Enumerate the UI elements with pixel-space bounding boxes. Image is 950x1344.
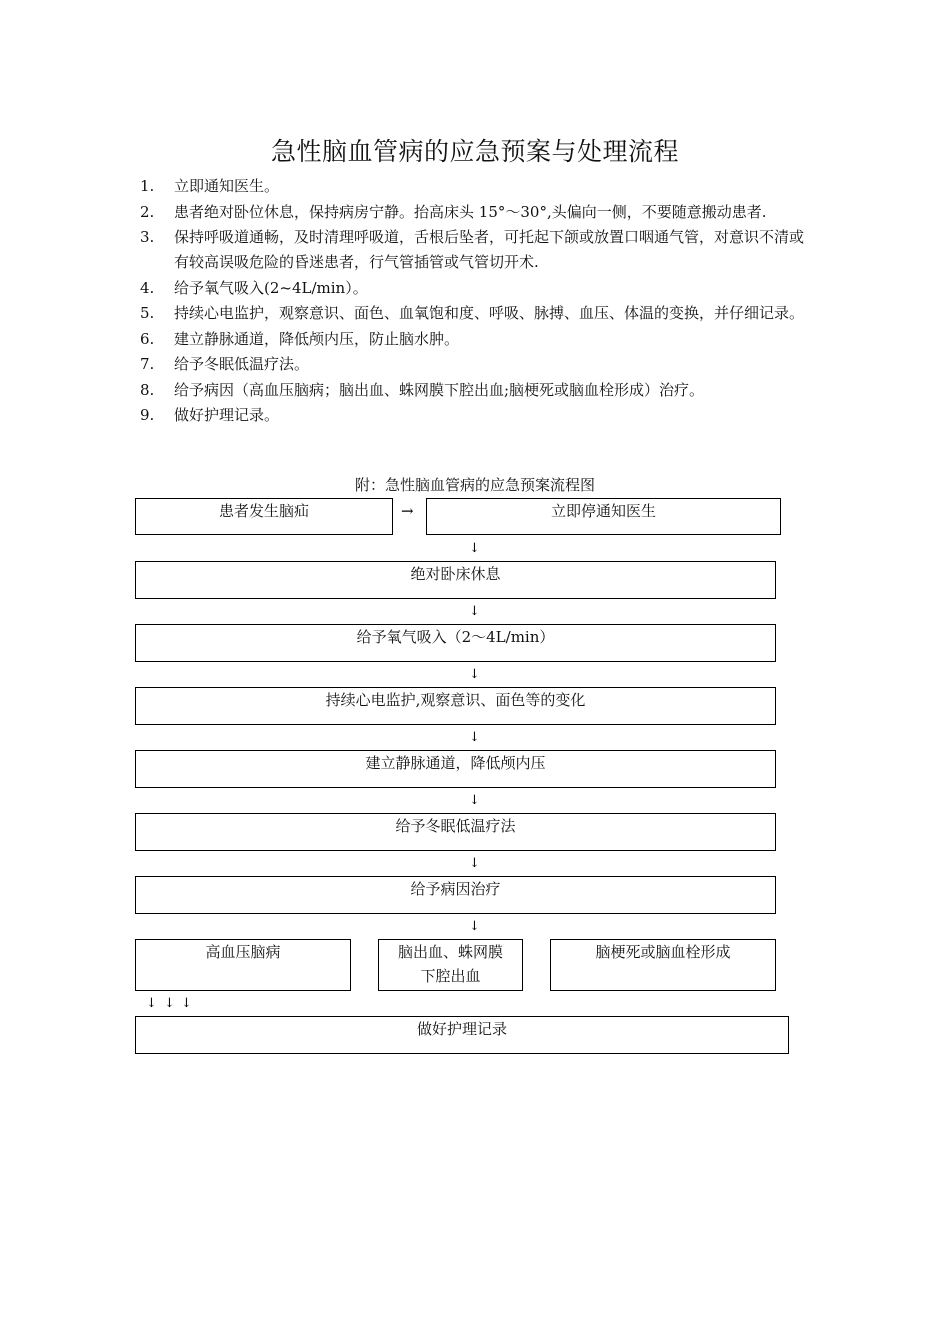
step-text: 保持呼吸道通畅，及时清理呼吸道，舌根后坠者，可托起下颌或放置口咽通气管，对意识不清或有较高误吸危险的昏迷患者，行气管插管或气管切开术. — [174, 228, 805, 271]
down-arrow-icon: ↓ — [469, 730, 480, 745]
step-item — [140, 378, 810, 403]
step-text: 给予氧气吸入(2~4L/min）。 — [174, 278, 368, 297]
flowchart-caption: 附：急性脑血管病的应急预案流程图 — [354, 476, 595, 494]
step-number: 7. — [140, 355, 155, 373]
down-arrow-icon: ↓ — [164, 996, 175, 1011]
step-text: 持续心电监护，观察意识、面色、血氧饱和度、呼吸、脉搏、血压、体温的变换，并仔细记录。 — [174, 304, 805, 322]
step-number: 8. — [140, 380, 155, 399]
step-item — [140, 301, 810, 326]
flow-box-label: 下腔出血 — [420, 967, 481, 985]
step-number: 2. — [140, 202, 155, 221]
flow-box-infarction — [550, 939, 776, 991]
step-item — [140, 276, 810, 301]
step-item — [140, 403, 810, 428]
flow-box-start — [135, 498, 393, 535]
flow-box-etiology — [135, 876, 776, 914]
flow-box-label: 给予病因治疗 — [410, 880, 501, 898]
step-text: 立即通知医生。 — [174, 177, 280, 195]
step-item — [140, 352, 810, 377]
down-arrow-icon: ↓ — [469, 856, 480, 871]
flow-box-label: 绝对卧床休息 — [410, 565, 501, 583]
step-text: 给予冬眠低温疗法。 — [174, 355, 310, 373]
procedure-steps — [140, 174, 810, 429]
flow-box-label: 脑梗死或脑血栓形成 — [595, 943, 731, 961]
flow-box-bed-rest — [135, 561, 776, 599]
page-title: 急性脑血管病的应急预案与处理流程 — [270, 137, 679, 166]
step-number: 3. — [140, 228, 155, 246]
flow-box-hypertension — [135, 939, 351, 991]
flow-box-label: 给予冬眠低温疗法 — [395, 817, 516, 835]
down-arrow-icon: ↓ — [469, 793, 480, 808]
step-item — [140, 174, 810, 199]
step-number: 4. — [140, 278, 155, 297]
flow-box-label: 高血压脑病 — [205, 943, 281, 961]
down-arrow-icon: ↓ — [181, 996, 192, 1011]
step-number: 6. — [140, 329, 155, 348]
step-number: 9. — [140, 406, 155, 424]
flow-box-label: 脑出血、蛛网膜 — [397, 943, 503, 961]
flow-box-label: 持续心电监护,观察意识、面色等的变化 — [325, 691, 586, 709]
step-number: 5. — [140, 304, 155, 322]
step-item — [140, 225, 810, 275]
down-arrow-icon: ↓ — [146, 996, 157, 1011]
flow-box-oxygen — [135, 624, 776, 662]
flow-box-label: 患者发生脑疝 — [218, 502, 309, 520]
down-arrow-icon: ↓ — [469, 919, 480, 934]
step-text: 做好护理记录。 — [174, 406, 280, 424]
step-text: 建立静脉通道，降低颅内压，防止脑水肿。 — [174, 329, 460, 348]
flow-box-label: 给予氧气吸入（2～4L/min） — [356, 628, 555, 646]
step-text: 患者绝对卧位休息，保持病房宁静。抬高床头 15°～30°,头偏向一侧，不要随意搬动患者. — [174, 202, 767, 221]
down-arrow-icon: ↓ — [469, 541, 480, 556]
flow-box-iv — [135, 750, 776, 788]
flow-box-record — [135, 1016, 789, 1054]
step-item — [140, 200, 810, 225]
down-arrow-icon: ↓ — [469, 604, 480, 619]
down-arrow-icon: ↓ — [469, 667, 480, 682]
step-text: 给予病因（高血压脑病；脑出血、蛛网膜下腔出血;脑梗死或脑血栓形成）治疗。 — [174, 380, 705, 399]
step-number: 1. — [140, 177, 155, 195]
right-arrow-icon: → — [401, 502, 414, 520]
flow-box-monitor — [135, 687, 776, 725]
flow-box-label: 做好护理记录 — [416, 1020, 507, 1038]
flow-box-notify — [426, 498, 781, 535]
flow-box-label: 立即停通知医生 — [550, 502, 656, 520]
flow-box-hypothermia — [135, 813, 776, 851]
flow-box-label: 建立静脉通道，降低颅内压 — [365, 754, 546, 772]
flow-box-hemorrhage — [378, 939, 523, 991]
step-item — [140, 327, 810, 352]
